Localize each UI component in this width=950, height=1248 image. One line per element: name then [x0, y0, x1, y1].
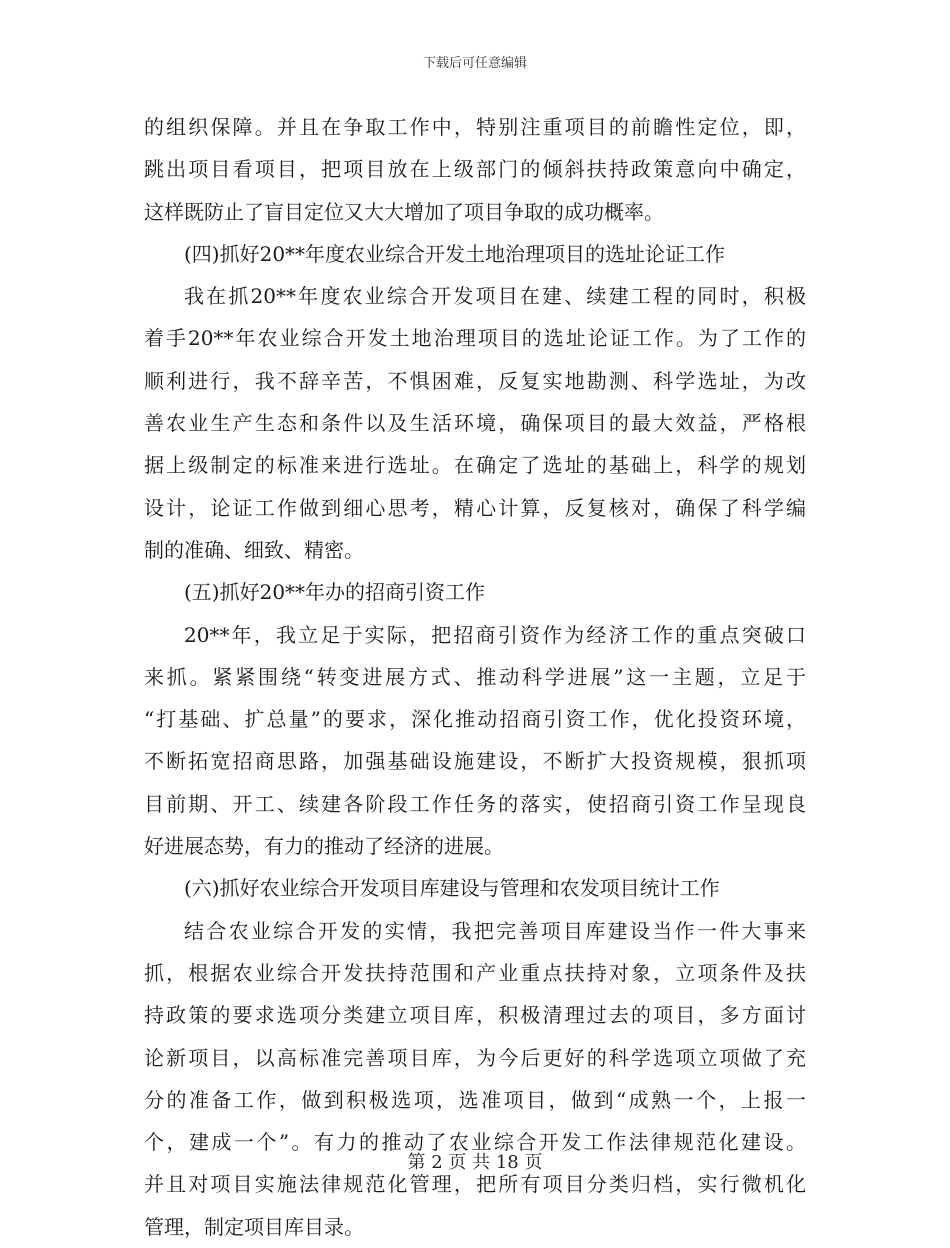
body-text-line: 抓，根据农业综合开发扶持范围和产业重点扶持对象，立项条件及扶 [144, 960, 806, 985]
body-text-line: 20**年，我立足于实际，把招商引资作为经济工作的重点突破口 [184, 622, 806, 647]
body-text-line: 我在抓20**年度农业综合开发项目在建、续建工程的同时，积极 [184, 284, 806, 309]
body-text-line: (五)抓好20**年办的招商引资工作 [184, 580, 486, 605]
body-text-line: “打基础、扩总量”的要求，深化推动招商引资工作，优化投资环境， [144, 707, 806, 732]
page-header: 下载后可任意编辑 [422, 56, 527, 71]
body-text-line: 制的准确、细致、精密。 [144, 537, 364, 562]
body-text-line: 结合农业综合开发的实情，我把完善项目库建设当作一件大事来 [184, 918, 806, 943]
body-text-line: 跳出项目看项目，把项目放在上级部门的倾斜扶持政策意向中确定， [144, 157, 806, 182]
body-text-line: 着手20**年农业综合开发土地治理项目的选址论证工作。为了工作的 [144, 326, 806, 351]
body-text-line: 持政策的要求选项分类建立项目库，积极清理过去的项目，多方面讨 [144, 1003, 806, 1028]
page-number: 第 2 页 共 18 页 [407, 1152, 543, 1173]
body-text-line: 好进展态势，有力的推动了经济的进展。 [144, 834, 504, 859]
body-text-line: 顺利进行，我不辞辛苦，不惧困难，反复实地勘测、科学选址，为改 [144, 368, 806, 393]
body-text-line: (四)抓好20**年度农业综合开发土地治理项目的选址论证工作 [184, 241, 726, 266]
body-text-line: 不断拓宽招商思路，加强基础设施建设，不断扩大投资规模，狠抓项 [144, 749, 806, 774]
body-text-line: 个，建成一个”。有力的推动了农业综合开发工作法律规范化建设。 [144, 1130, 806, 1155]
body-text-line: 并且对项目实施法律规范化管理，把所有项目分类归档，实行微机化 [144, 1172, 806, 1197]
body-text-line: 这样既防止了盲目定位又大大增加了项目争取的成功概率。 [144, 199, 664, 224]
body-text-line: 分的准备工作，做到积极选项，选准项目，做到“成熟一个，上报一 [144, 1087, 806, 1112]
body-text-line: 据上级制定的标准来进行选址。在确定了选址的基础上，科学的规划 [144, 453, 806, 478]
body-text-line: 管理，制定项目库目录。 [144, 1214, 364, 1239]
body-text-line: 论新项目，以高标准完善项目库，为今后更好的科学选项立项做了充 [144, 1045, 806, 1070]
document-body [144, 106, 806, 1248]
body-text-line: (六)抓好农业综合开发项目库建设与管理和农发项目统计工作 [184, 876, 720, 901]
body-text-line: 设计，论证工作做到细心思考，精心计算，反复核对，确保了科学编 [144, 495, 806, 520]
body-text-line: 善农业生产生态和条件以及生活环境，确保项目的最大效益，严格根 [144, 411, 806, 436]
body-text-line: 的组织保障。并且在争取工作中，特别注重项目的前瞻性定位，即， [144, 115, 806, 139]
body-text-line: 目前期、开工、续建各阶段工作任务的落实，使招商引资工作呈现良 [144, 791, 806, 816]
body-text-line: 来抓。紧紧围绕“转变进展方式、推动科学进展”这一主题，立足于 [144, 664, 806, 689]
